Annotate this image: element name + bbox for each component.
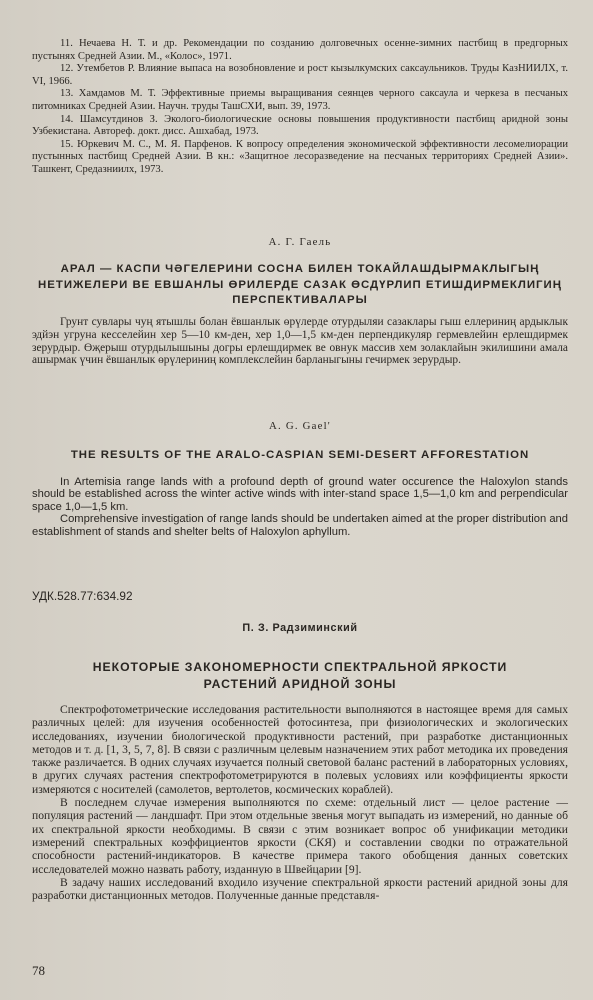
reference-item: 14. Шамсутдинов З. Эколого-биологические основы повышения продуктивности пастбищ аридной зоны Узбекистана. Автореф. докт. дисс. Ашхабад, 1973. [32, 113, 568, 138]
udk-code: УДК.528.77:634.92 [32, 589, 133, 603]
article-paragraph: Спектрофотометрические исследования растительности выполняются в настоящее время для самых различных целей: для изучения особенностей фотосинтеза, при физиологических и экологических исследованиях, изучении биологической продуктивности растений, при разработке дистанционных методов и т. д. [1, 3, 5, 7, 8]. В связи с различным целевым назначением этих работ методика их проведения также различается. В одних случаях изучается полный световой баланс растений в лабораторных условиях, в других случаях растения спектрофотометрируются в полевых условиях или коэффициенты яркости измеряются с носителей (самолетов, вертолетов, космических кораблей). [32, 703, 568, 796]
turkmen-title: АРАЛ — КАСПИ ЧӘГЕЛЕРИНИ СОСНА БИЛЕН ТОКАЙЛАШДЫРМАКЛЫГЫҢ НЕТИЖЕЛЕРИ ВЕ ЕВШАНЛЫ ӨРИЛЕРДЕ САЗАК ӨСДҮРЛИП ЕТИШДИРМЕКЛИГИҢ ПЕРСПЕКТИВАЛАРЫ [38, 263, 562, 307]
article-title-line2: РАСТЕНИЙ АРИДНОЙ ЗОНЫ [203, 677, 397, 691]
article-title [32, 659, 568, 693]
reference-item: 11. Нечаева Н. Т. и др. Рекомендации по созданию долговечных осенне-зимних пастбищ в предгорных пустынях Средней Азии. М., «Колос», 1971. [32, 38, 568, 62]
english-abstract [32, 476, 568, 538]
turkmen-author: А. Г. Гаель [268, 236, 332, 248]
reference-item: 15. Юркевич М. С., М. Я. Парфенов. К вопросу определения экономической эффективности лесомелиорации пустынных пастбищ Средней Азии. В кн.: «Защитное лесоразведение на песчаных территориях Средней Азии». Ташкент, Средазниилх, 1973. [32, 138, 568, 175]
reference-item: 12. Утембетов Р. Влияние выпаса на возобновление и рост кызылкумских саксаульников. Труды КазНИИЛХ, т. VI, 1966. [32, 63, 568, 87]
article-body [32, 703, 568, 902]
turkmen-abstract-text: Грунт сувлары чуң ятышлы болан ёвшанлык өрүлерде отурдыляи сазаклары гыш еллериниң ардыклык эдйэн угруна кесселейин хер 5—10 км-ден, хер 1,0—1,5 км-ден перпендикуляр гермевлейин ерлешдирмек зерурдыр. Өҗерыш отурдылышыны догры ерлешдирмек ве овнук массив хем золаклайын экилишини амала ашырмак үчин ёвшанлык өрүлериниң комплекслейин барланыгыны гечирмек зерурдыр. [32, 316, 568, 367]
page-number: 78 [32, 963, 45, 978]
english-title: THE RESULTS OF THE ARALO-CASPIAN SEMI-DESERT AFFORESTATION [70, 449, 530, 461]
article-title-line1: НЕКОТОРЫЕ ЗАКОНОМЕРНОСТИ СПЕКТРАЛЬНОЙ ЯРКОСТИ [92, 660, 508, 674]
article-author: П. З. Радзиминский [242, 622, 358, 634]
article-paragraph: В задачу наших исследований входило изучение спектральной яркости растений аридной зоны для разработки дистанционных методов. Полученные данные представля- [32, 875, 568, 903]
english-abstract-p1: In Artemisia range lands with a profound depth of ground water occurence the Haloxylon stands should be established across the winter active winds with inter-stand space 1,5—1,0 km and perpendicular space 1,0—1,5 km. [32, 476, 568, 513]
english-author: A. G. Gael' [269, 420, 331, 432]
reference-list [32, 38, 568, 177]
reference-item: 13. Хамдамов М. Т. Эффективные приемы выращивания сеянцев черного саксаула и черкеза в песчаных питомниках Средней Азии. Научн. труды ТашСХИ, вып. 39, 1973. [32, 88, 568, 112]
article-paragraph: В последнем случае измерения выполняются по схеме: отдельный лист — целое растение — популяция растений — ландшафт. При этом отдельные звенья могут выпадать из измерений, но данные об их спектральной яркости необходимы. В связи с этим возникает вопрос об унификации методики измерений спектральных коэффициентов яркости (СКЯ) и составлении сводки по отражательной способности растений-индикаторов. В качестве примера такого обобщения данных советских исследователей можно назвать работу, изданную в Швейцарии [9]. [32, 796, 568, 876]
turkmen-abstract [32, 316, 568, 367]
english-abstract-p2: Comprehensive investigation of range lands should be undertaken aimed at the proper distribution and establishment of stands and shelter belts of Haloxylon aphyllum. [32, 513, 568, 538]
